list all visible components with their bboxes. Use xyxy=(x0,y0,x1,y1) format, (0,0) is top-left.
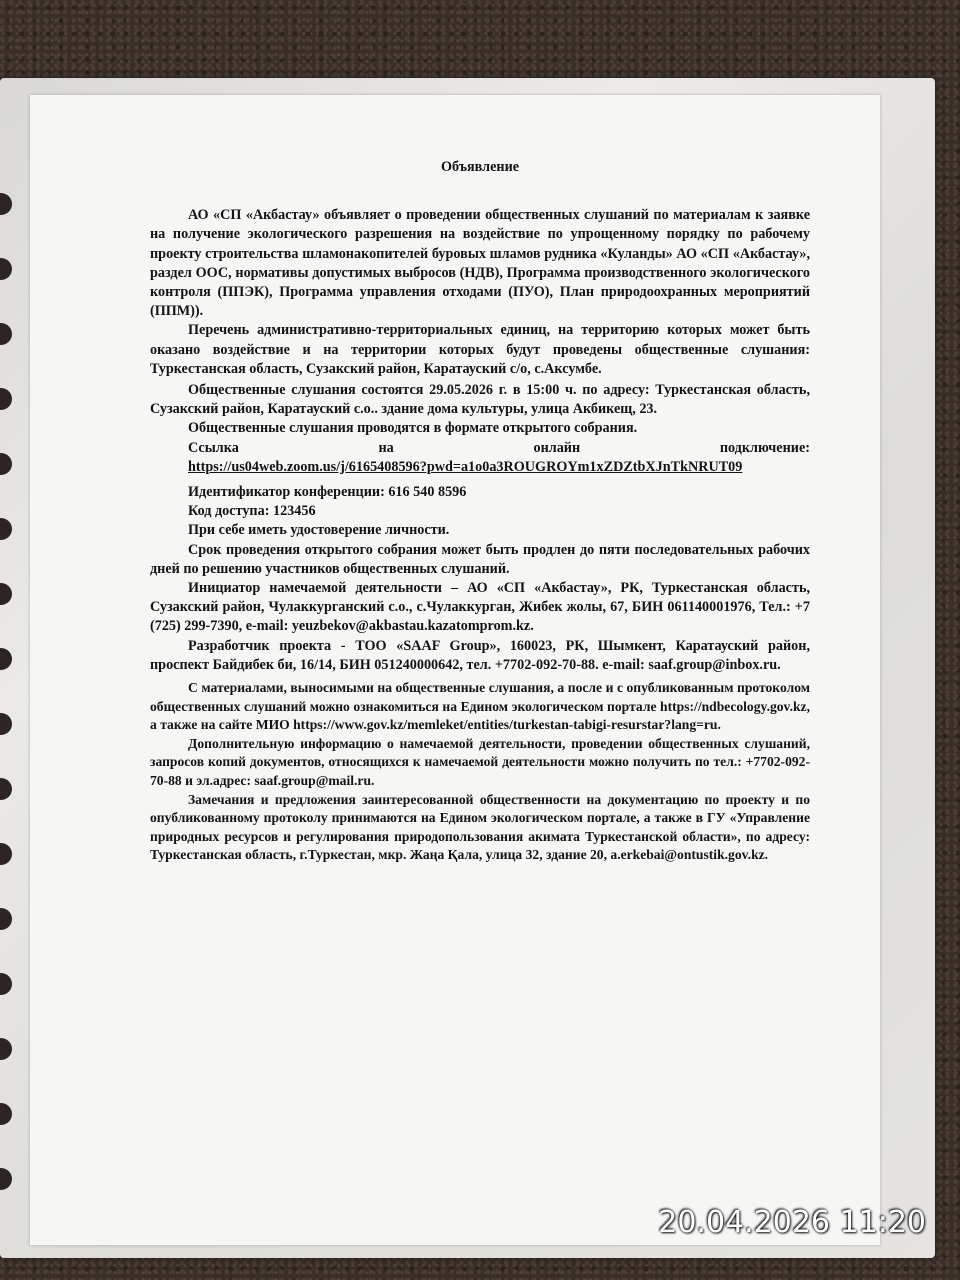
binder-hole xyxy=(0,648,12,670)
photo-timestamp: 20.04.2026 11:20 xyxy=(658,1205,926,1240)
paragraph-date-address: Общественные слушания состоятся 29.05.2026 г. в 15:00 ч. по адресу: Туркестанская область, Сузакский район, Каратауский с.о.. здание дома культуры, улица Акбикещ, 23. xyxy=(150,382,810,418)
binder-holes xyxy=(0,78,20,1258)
announcement-document xyxy=(150,158,810,865)
link-caption-word: Ссылка xyxy=(188,439,239,456)
binder-hole xyxy=(0,1103,12,1125)
link-caption-word: онлайн xyxy=(533,439,581,456)
online-link-caption xyxy=(150,439,810,458)
binder-hole xyxy=(0,973,12,995)
link-caption-word: подключение: xyxy=(719,439,810,456)
binder-hole xyxy=(0,453,12,475)
paragraph-comments: Замечания и предложения заинтересованной общественности на документацию по проекту и по опубликованному протоколу принимаются на Едином экологическом портале, а также в ГУ «Управление природных ресурсов и регулирования природопользования акимата Туркестанской области», по адресу: Туркестанская область, г.Туркестан, мкр. Жаңа Қала, улица 32, здание 20, a.erkebai@ontustik.gov.kz. xyxy=(150,791,810,863)
binder-hole xyxy=(0,1168,12,1190)
binder-hole xyxy=(0,323,12,345)
paragraph-intro: АО «СП «Акбастау» объявляет о проведении общественных слушаний по материалам к заявке на получение экологического разрешения на воздействие по упрощенному порядку по рабочему проекту строительства шламонакопителей буровых шламов рудника «Куланды» АО «СП «Акбастау», раздел ООС, нормативы допустимых выбросов (НДВ), Программа производственного экологического контроля (ППЭК), Программа управления отходами (ПУО), План природоохранных мероприятий (ППМ)). xyxy=(150,207,810,320)
paragraph-territories: Перечень административно-территориальных единиц, на территорию которых может быть оказано воздействие и на территории которых будут проведены общественные слушания: Туркестанская область, Сузакский район, Каратауский с/о, с.Аксумбе. xyxy=(150,322,810,377)
binder-hole xyxy=(0,258,12,280)
paragraph-developer: Разработчик проекта - ТОО «SAAF Group», 160023, РК, Шымкент, Каратауский район, проспект Байдибек би, 16/14, БИН 051240000642, тел. +7702-092-70-88. e-mail: saaf.group@inbox.ru. xyxy=(150,637,810,673)
binder-hole xyxy=(0,713,12,735)
binder-hole xyxy=(0,193,12,215)
conference-id: Идентификатор конференции: 616 540 8596 xyxy=(188,484,467,501)
binder-hole xyxy=(0,583,12,605)
document-title: Объявление xyxy=(440,159,520,175)
paragraph-initiator: Инициатор намечаемой деятельности – АО «СП «Акбастау», РК, Туркестанская область, Сузакский район, Чулаккурганский с.о., с.Чулаккурган, Жибек жолы, 67, БИН 061140001976, Тел.: +7 (725) 299-7390, e-mail: yeuzbekov@akbastau.kazatomprom.kz. xyxy=(150,580,810,635)
id-note: При себе иметь удостоверение личности. xyxy=(188,522,450,539)
binder-hole xyxy=(0,778,12,800)
paragraph-duration: Срок проведения открытого собрания может быть продлен до пяти последовательных рабочих дней по решению участников общественных слушаний. xyxy=(150,541,810,577)
paragraph-format: Общественные слушания проводятся в формате открытого собрания. xyxy=(188,420,638,437)
link-caption-word: на xyxy=(378,439,394,456)
binder-hole xyxy=(0,1038,12,1060)
binder-hole xyxy=(0,388,12,410)
binder-hole xyxy=(0,908,12,930)
access-code: Код доступа: 123456 xyxy=(188,503,316,520)
paragraph-materials: С материалами, выносимыми на общественные слушания, а после и с опубликованным протоколом общественных слушаний можно ознакомиться на Едином экологическом портале https://ndbecology.gov.kz, а также на сайте МИО https://www.gov.kz/memleket/entities/turkestan-tabigi-resurstar?lang=ru. xyxy=(150,680,810,733)
zoom-link[interactable]: https://us04web.zoom.us/j/6165408596?pwd=a1o0a3ROUGROYm1xZDZtbXJnTkNRUT09 xyxy=(188,458,743,475)
binder-hole xyxy=(0,843,12,865)
paragraph-additional-info: Дополнительную информацию о намечаемой деятельности, проведении общественных слушаний, запросов копий документов, относящихся к намечаемой деятельности можно получить по тел.: +7702-092-70-88 и эл.адрес: saaf.group@mail.ru. xyxy=(150,735,810,789)
binder-hole xyxy=(0,518,12,540)
